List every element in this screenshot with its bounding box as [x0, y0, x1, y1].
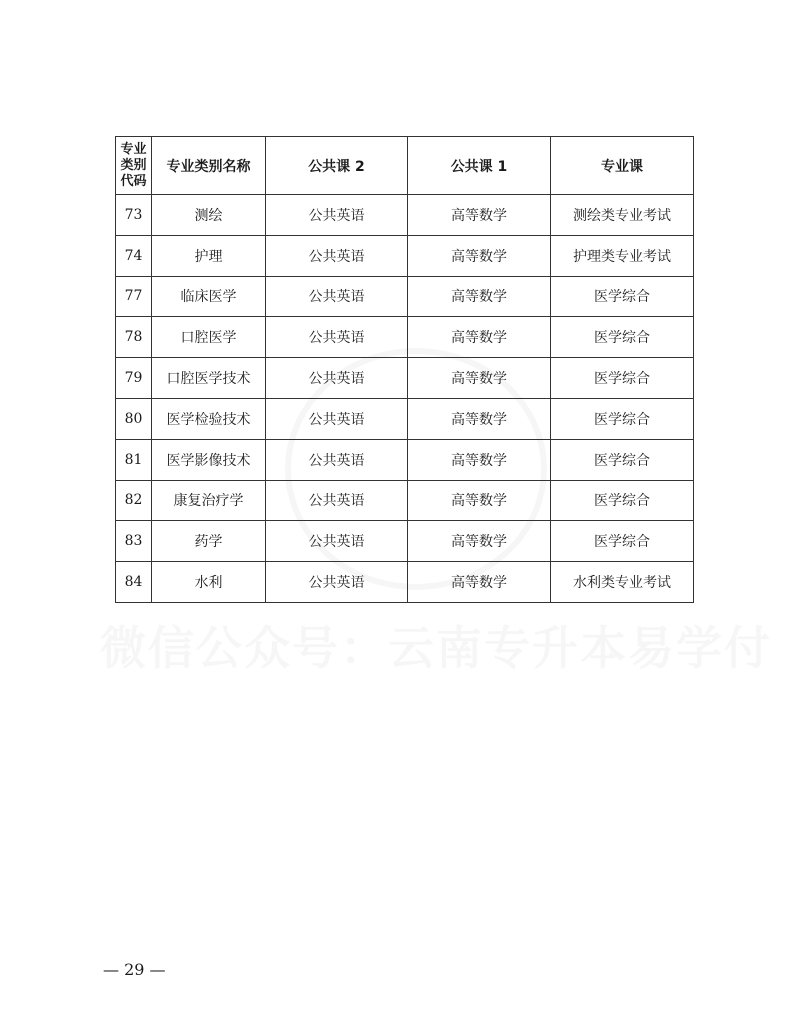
cell-public2: 公共英语: [266, 195, 408, 236]
cell-name: 水利: [152, 562, 266, 603]
header-public-course-1: 公共课 1: [408, 137, 551, 195]
watermark-text: [100, 612, 700, 678]
cell-public1: 高等数学: [408, 398, 551, 439]
cell-name: 测绘: [152, 195, 266, 236]
cell-major: 医学综合: [551, 317, 694, 358]
cell-major: 医学综合: [551, 398, 694, 439]
cell-name: 医学检验技术: [152, 398, 266, 439]
cell-major: 医学综合: [551, 439, 694, 480]
header-category-code-text: [116, 142, 151, 190]
cell-public1: 高等数学: [408, 358, 551, 399]
header-category-code-line: 代码: [120, 173, 147, 189]
cell-public1: 高等数学: [408, 521, 551, 562]
cell-code: 79: [116, 358, 152, 399]
page-number: — 29 —: [103, 960, 166, 979]
cell-public1: 高等数学: [408, 276, 551, 317]
table-row: [116, 358, 694, 399]
cell-major: 医学综合: [551, 480, 694, 521]
cell-public1: 高等数学: [408, 317, 551, 358]
cell-major: 医学综合: [551, 276, 694, 317]
cell-public1: 高等数学: [408, 480, 551, 521]
cell-public2: 公共英语: [266, 276, 408, 317]
cell-code: 83: [116, 521, 152, 562]
exam-subjects-table: [115, 136, 694, 603]
cell-code: 78: [116, 317, 152, 358]
cell-public1: 高等数学: [408, 235, 551, 276]
cell-public1: 高等数学: [408, 562, 551, 603]
cell-code: 82: [116, 480, 152, 521]
cell-name: 口腔医学: [152, 317, 266, 358]
cell-major: 医学综合: [551, 358, 694, 399]
cell-code: 84: [116, 562, 152, 603]
cell-name: 康复治疗学: [152, 480, 266, 521]
cell-major: 医学综合: [551, 521, 694, 562]
cell-name: 医学影像技术: [152, 439, 266, 480]
cell-code: 74: [116, 235, 152, 276]
table-row: [116, 480, 694, 521]
cell-code: 77: [116, 276, 152, 317]
cell-code: 80: [116, 398, 152, 439]
table-row: [116, 562, 694, 603]
header-public-course-2: 公共课 2: [266, 137, 408, 195]
cell-public1: 高等数学: [408, 439, 551, 480]
table-row: [116, 195, 694, 236]
cell-code: 81: [116, 439, 152, 480]
table-row: [116, 235, 694, 276]
table-row: [116, 439, 694, 480]
cell-public2: 公共英语: [266, 317, 408, 358]
cell-code: 73: [116, 195, 152, 236]
cell-public2: 公共英语: [266, 480, 408, 521]
cell-public2: 公共英语: [266, 398, 408, 439]
cell-public2: 公共英语: [266, 521, 408, 562]
cell-major: 护理类专业考试: [551, 235, 694, 276]
table-row: [116, 398, 694, 439]
header-category-code-line: 专业: [120, 141, 147, 157]
table-header-row: [116, 137, 694, 195]
cell-public2: 公共英语: [266, 562, 408, 603]
table-row: [116, 276, 694, 317]
header-category-code: [116, 137, 152, 195]
cell-major: 测绘类专业考试: [551, 195, 694, 236]
cell-name: 临床医学: [152, 276, 266, 317]
cell-public2: 公共英语: [266, 439, 408, 480]
header-category-name: 专业类别名称: [152, 137, 266, 195]
cell-name: 护理: [152, 235, 266, 276]
table-row: [116, 521, 694, 562]
cell-public2: 公共英语: [266, 358, 408, 399]
cell-public2: 公共英语: [266, 235, 408, 276]
cell-major: 水利类专业考试: [551, 562, 694, 603]
header-major-course: 专业课: [551, 137, 694, 195]
table-row: [116, 317, 694, 358]
cell-public1: 高等数学: [408, 195, 551, 236]
header-category-code-line: 类别: [120, 157, 147, 173]
cell-name: 口腔医学技术: [152, 358, 266, 399]
cell-name: 药学: [152, 521, 266, 562]
